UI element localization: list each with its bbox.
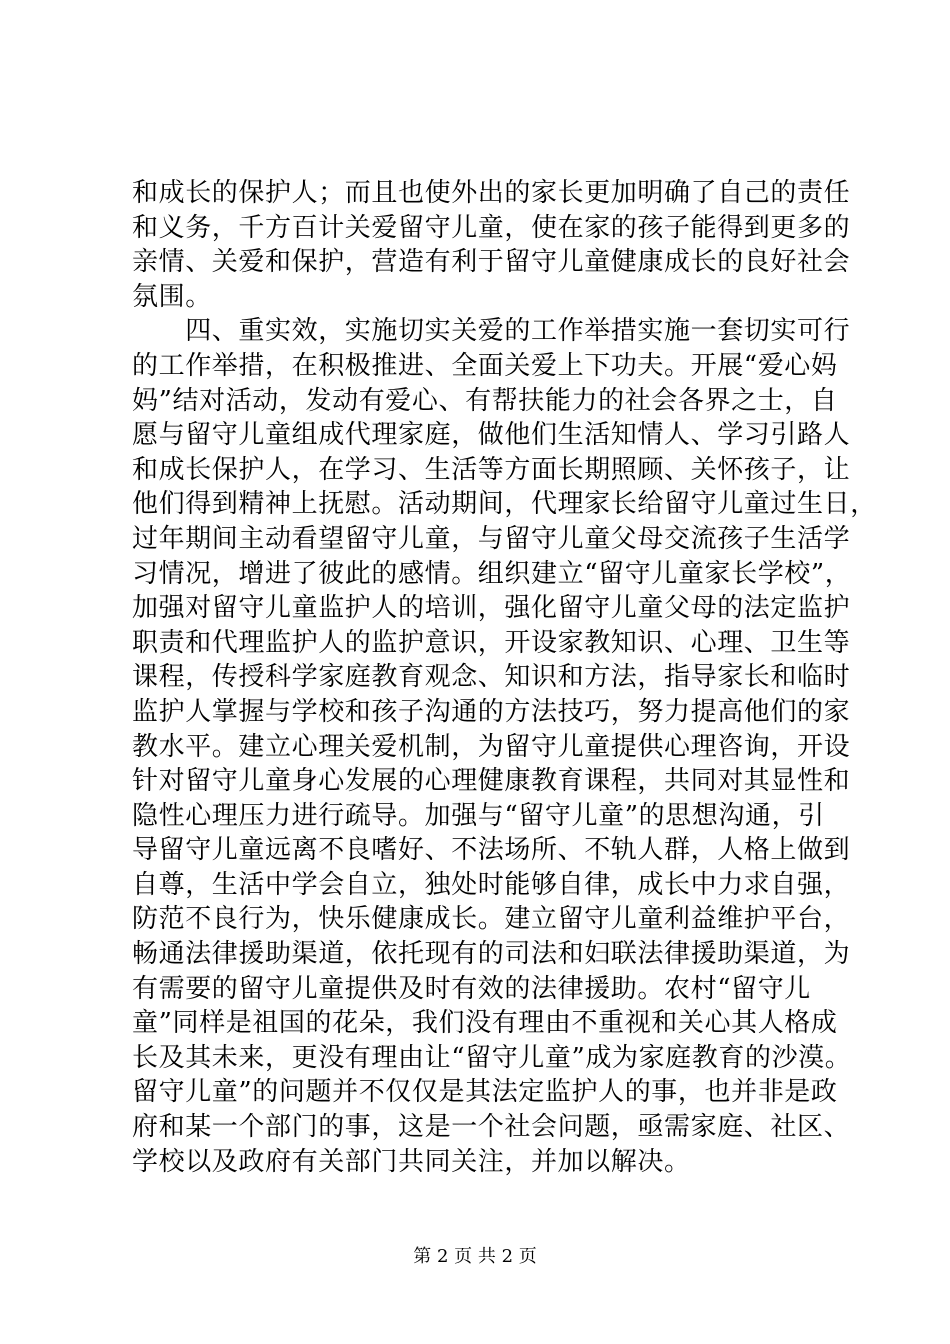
text-line: 愿与留守儿童组成代理家庭，做他们生活知情人、学习引路人 bbox=[132, 420, 851, 451]
text-line: 有需要的留守儿童提供及时有效的法律援助。农村“留守儿 bbox=[132, 973, 811, 1004]
body-text bbox=[132, 176, 877, 1179]
text-line: 学校以及政府有关部门共同关注，并加以解决。 bbox=[132, 1146, 691, 1177]
text-line: 针对留守儿童身心发展的心理健康教育课程，共同对其显性和 bbox=[132, 766, 851, 797]
text-line: 亲情、关爱和保护，营造有利于留守儿童健康成长的良好社会 bbox=[132, 247, 851, 278]
text-line: 和成长保护人，在学习、生活等方面长期照顾、关怀孩子，让 bbox=[132, 454, 851, 485]
text-line: 导留守儿童远离不良嗜好、不法场所、不轨人群，人格上做到 bbox=[132, 835, 851, 866]
text-line: 他们得到精神上抚慰。活动期间，代理家长给留守儿童过生日， bbox=[132, 489, 877, 520]
text-line: 妈”结对活动，发动有爱心、有帮扶能力的社会各界之士，自 bbox=[132, 385, 838, 416]
text-line: 童”同样是祖国的花朵，我们没有理由不重视和关心其人格成 bbox=[132, 1008, 838, 1039]
text-line: 的工作举措，在积极推进、全面关爱上下功夫。开展“爱心妈 bbox=[132, 350, 838, 381]
text-line: 和义务，千方百计关爱留守儿童，使在家的孩子能得到更多的 bbox=[132, 212, 851, 243]
page-number-footer: 第 2 页 共 2 页 bbox=[413, 1246, 537, 1267]
text-line: 氛围。 bbox=[132, 281, 212, 312]
text-line: 自尊，生活中学会自立，独处时能够自律，成长中力求自强， bbox=[132, 869, 851, 900]
text-line: 监护人掌握与学校和孩子沟通的方法技巧，努力提高他们的家 bbox=[132, 696, 851, 727]
text-line: 教水平。建立心理关爱机制，为留守儿童提供心理咨询，开设 bbox=[132, 731, 851, 762]
text-line: 长及其未来，更没有理由让“留守儿童”成为家庭教育的沙漠。 bbox=[132, 1042, 852, 1073]
text-line: 职责和代理监护人的监护意识，开设家教知识、心理、卫生等 bbox=[132, 627, 851, 658]
text-line: 四、重实效，实施切实关爱的工作举措实施一套切实可行 bbox=[132, 316, 851, 347]
text-line: 府和某一个部门的事，这是一个社会问题，亟需家庭、社区、 bbox=[132, 1112, 851, 1143]
text-line: 隐性心理压力进行疏导。加强与“留守儿童”的思想沟通，引 bbox=[132, 800, 825, 831]
text-line: 过年期间主动看望留守儿童，与留守儿童父母交流孩子生活学 bbox=[132, 523, 851, 554]
text-line: 习情况，增进了彼此的感情。组织建立“留守儿童家长学校”， bbox=[132, 558, 852, 589]
text-line: 和成长的保护人；而且也使外出的家长更加明确了自己的责任 bbox=[132, 178, 851, 208]
text-line: 畅通法律援助渠道，依托现有的司法和妇联法律援助渠道，为 bbox=[132, 939, 851, 970]
text-line: 防范不良行为，快乐健康成长。建立留守儿童利益维护平台， bbox=[132, 904, 851, 935]
text-line: 加强对留守儿童监护人的培训，强化留守儿童父母的法定监护 bbox=[132, 593, 851, 624]
text-line: 课程，传授科学家庭教育观念、知识和方法，指导家长和临时 bbox=[132, 662, 851, 693]
text-line: 留守儿童”的问题并不仅仅是其法定监护人的事，也并非是政 bbox=[132, 1077, 838, 1108]
